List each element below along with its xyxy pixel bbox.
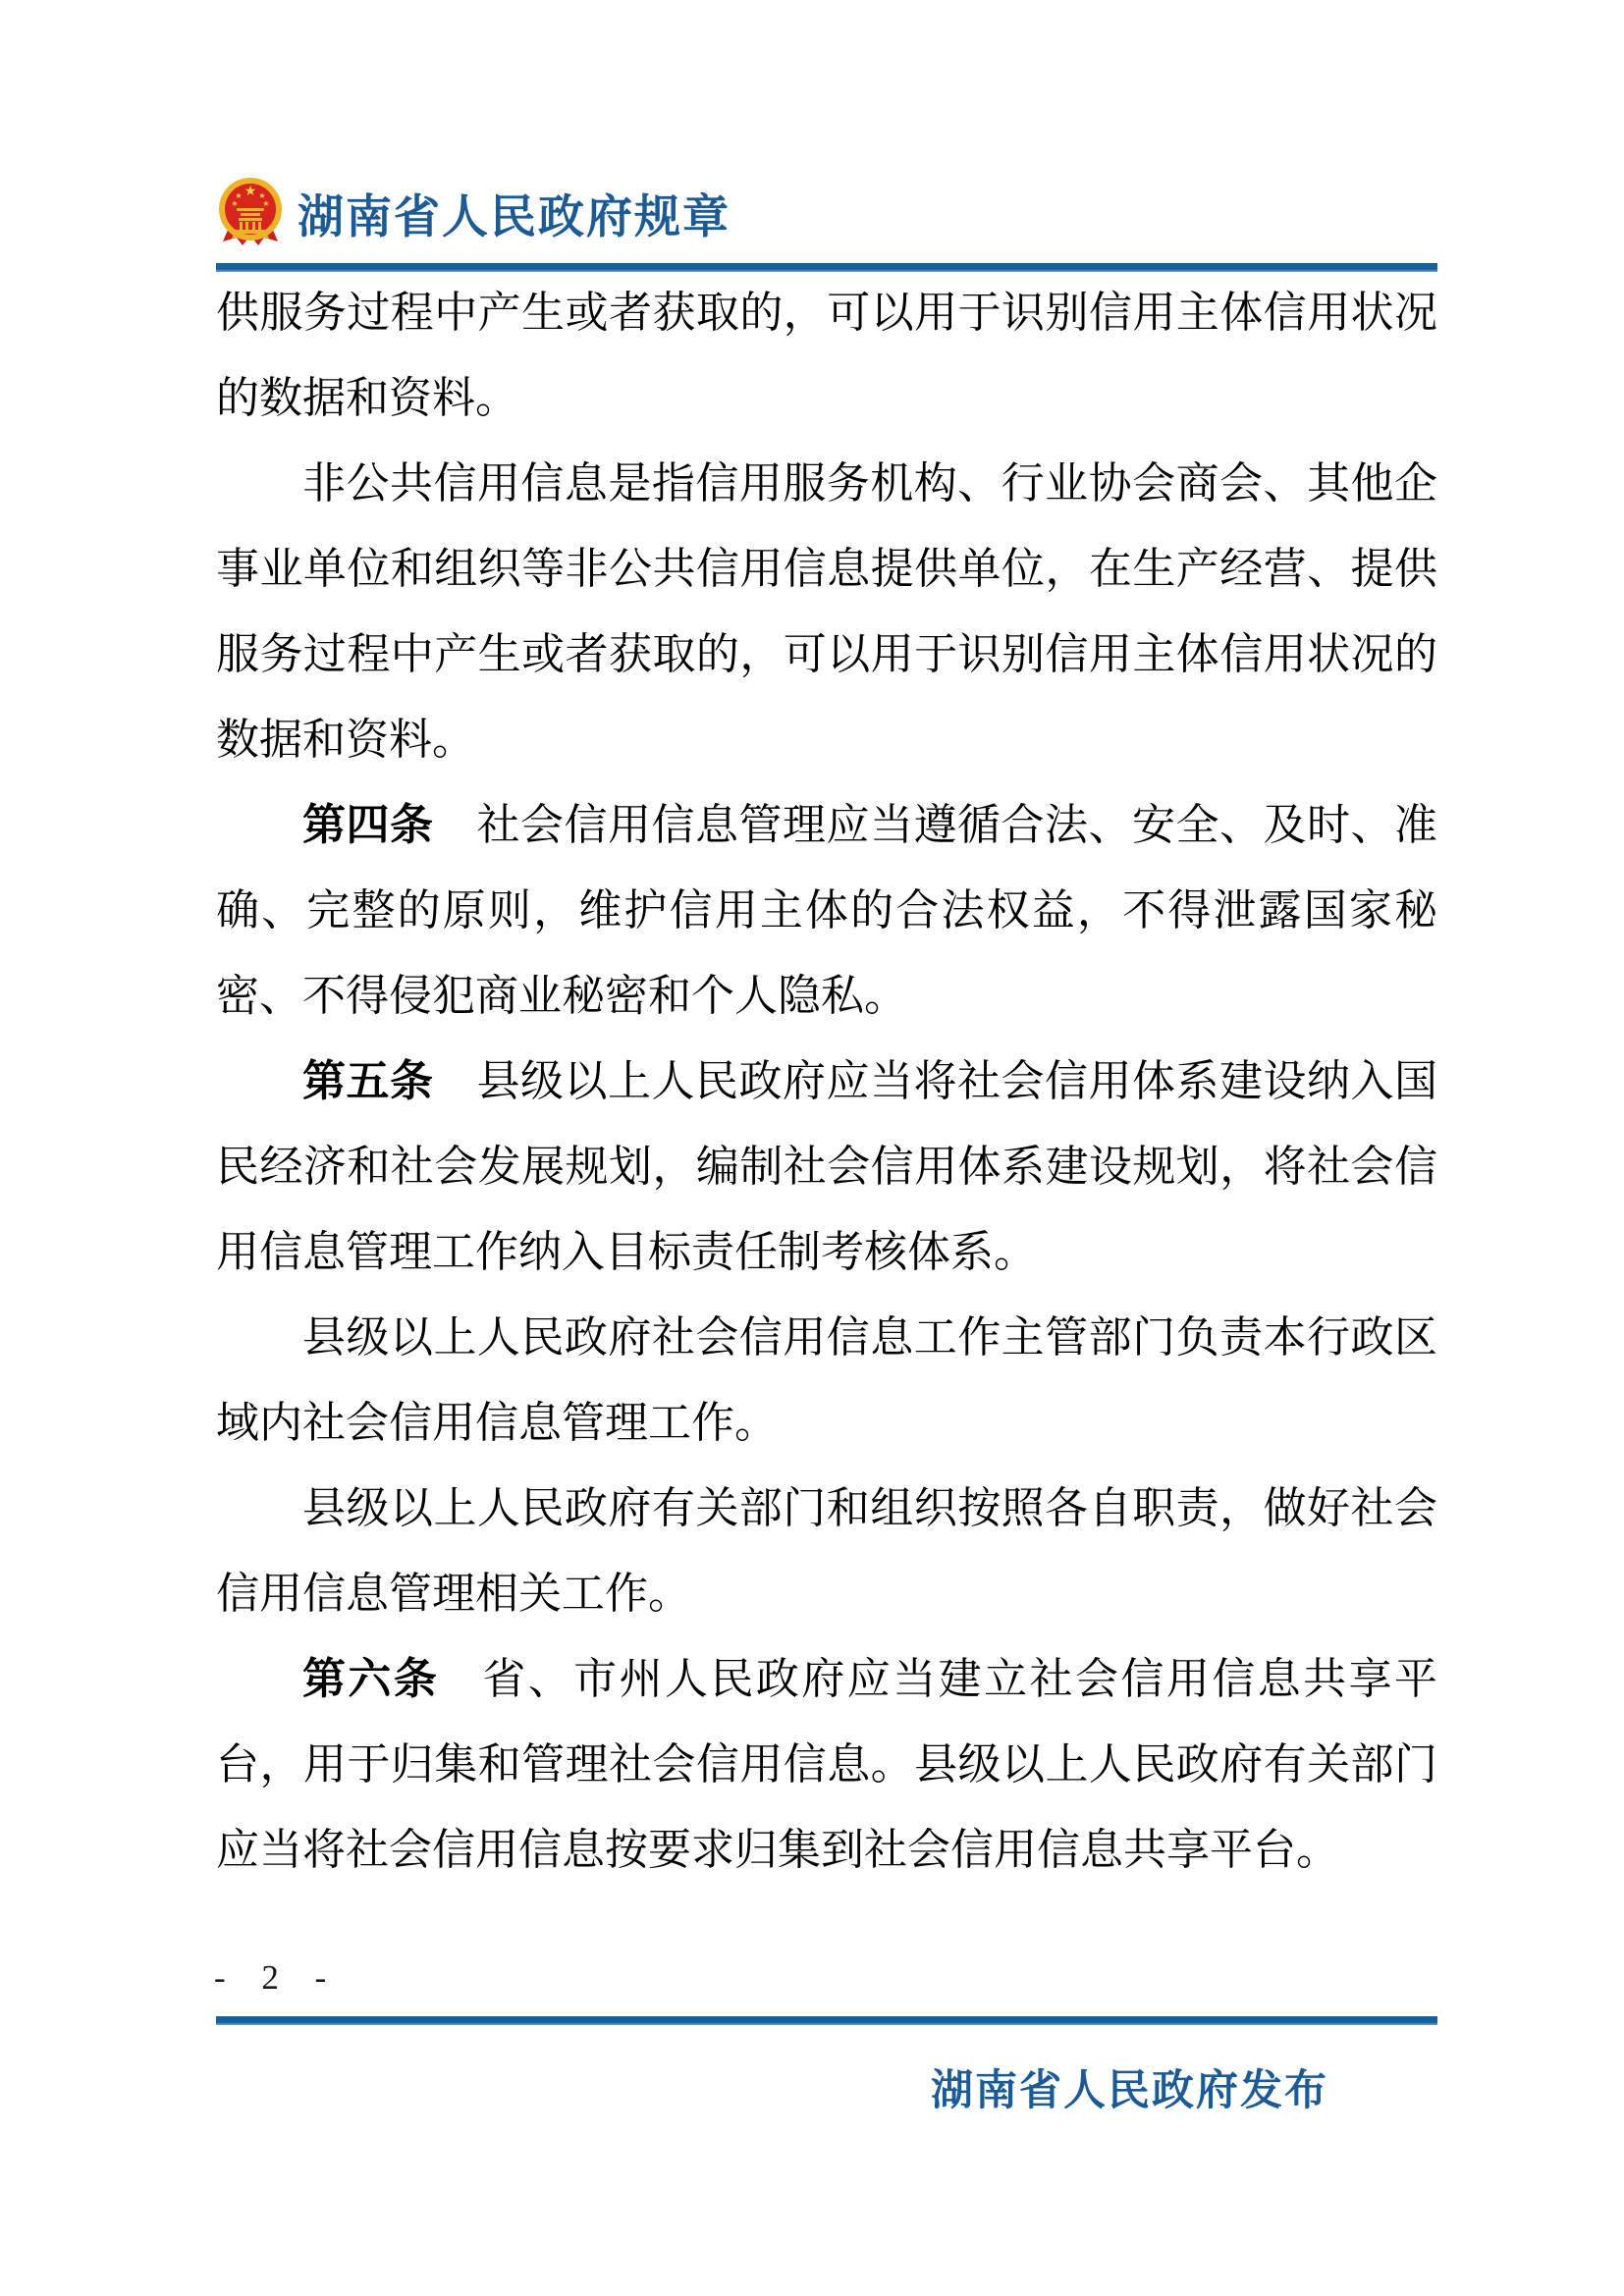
paragraph [216,270,1437,441]
svg-text:★: ★ [262,199,270,208]
paragraph [216,1466,1437,1636]
paragraph [216,782,1437,1039]
paragraph [216,1295,1437,1466]
document-body [216,270,1437,1893]
paragraph-text: 非公共信用信息是指信用服务机构、行业协会商会、其他企事业单位和组织等非公共信用信息提供单位，在生产经营、提供服务过程中产生或者获取的，可以用于识别信用主体信用状况的数据和资料。 [216,459,1437,764]
paragraph-text: 供服务过程中产生或者获取的，可以用于识别信用主体信用状况的数据和资料。 [216,289,1437,422]
svg-text:★: ★ [244,184,257,199]
paragraph-text: 县级以上人民政府应当将社会信用体系建设纳入国民经济和社会发展规划，编制社会信用体系建设规划，将社会信用信息管理工作纳入目标责任制考核体系。 [216,1057,1437,1276]
svg-text:★: ★ [258,191,266,200]
paragraph-text: 省、市州人民政府应当建立社会信用信息共享平台，用于归集和管理社会信用信息。县级以上人民政府有关部门应当将社会信用信息按要求归集到社会信用信息共享平台。 [216,1655,1438,1874]
paragraph [216,1039,1437,1295]
article-number: 第五条 [302,1057,434,1105]
paragraph-text: 县级以上人民政府社会信用信息工作主管部门负责本行政区域内社会信用信息管理工作。 [216,1313,1437,1447]
paragraph-text: 县级以上人民政府有关部门和组织按照各自职责，做好社会信用信息管理相关工作。 [216,1484,1437,1618]
paragraph [216,441,1437,782]
page-number: - 2 - [214,1958,341,1997]
page-header [215,177,731,249]
footer-divider [216,2016,1437,2025]
svg-text:★: ★ [235,191,243,200]
paragraph [216,1636,1437,1893]
footer-publisher: 湖南省人民政府发布 [931,2068,1328,2114]
article-number: 第六条 [302,1655,440,1703]
paragraph-text: 社会信用信息管理应当遵循合法、安全、及时、准确、完整的原则，维护信用主体的合法权益，不得泄露国家秘密、不得侵犯商业秘密和个人隐私。 [216,801,1437,1020]
header-title: 湖南省人民政府规章 [298,191,731,243]
article-number: 第四条 [302,801,434,849]
svg-text:★: ★ [231,199,239,208]
national-emblem-icon [215,177,286,249]
